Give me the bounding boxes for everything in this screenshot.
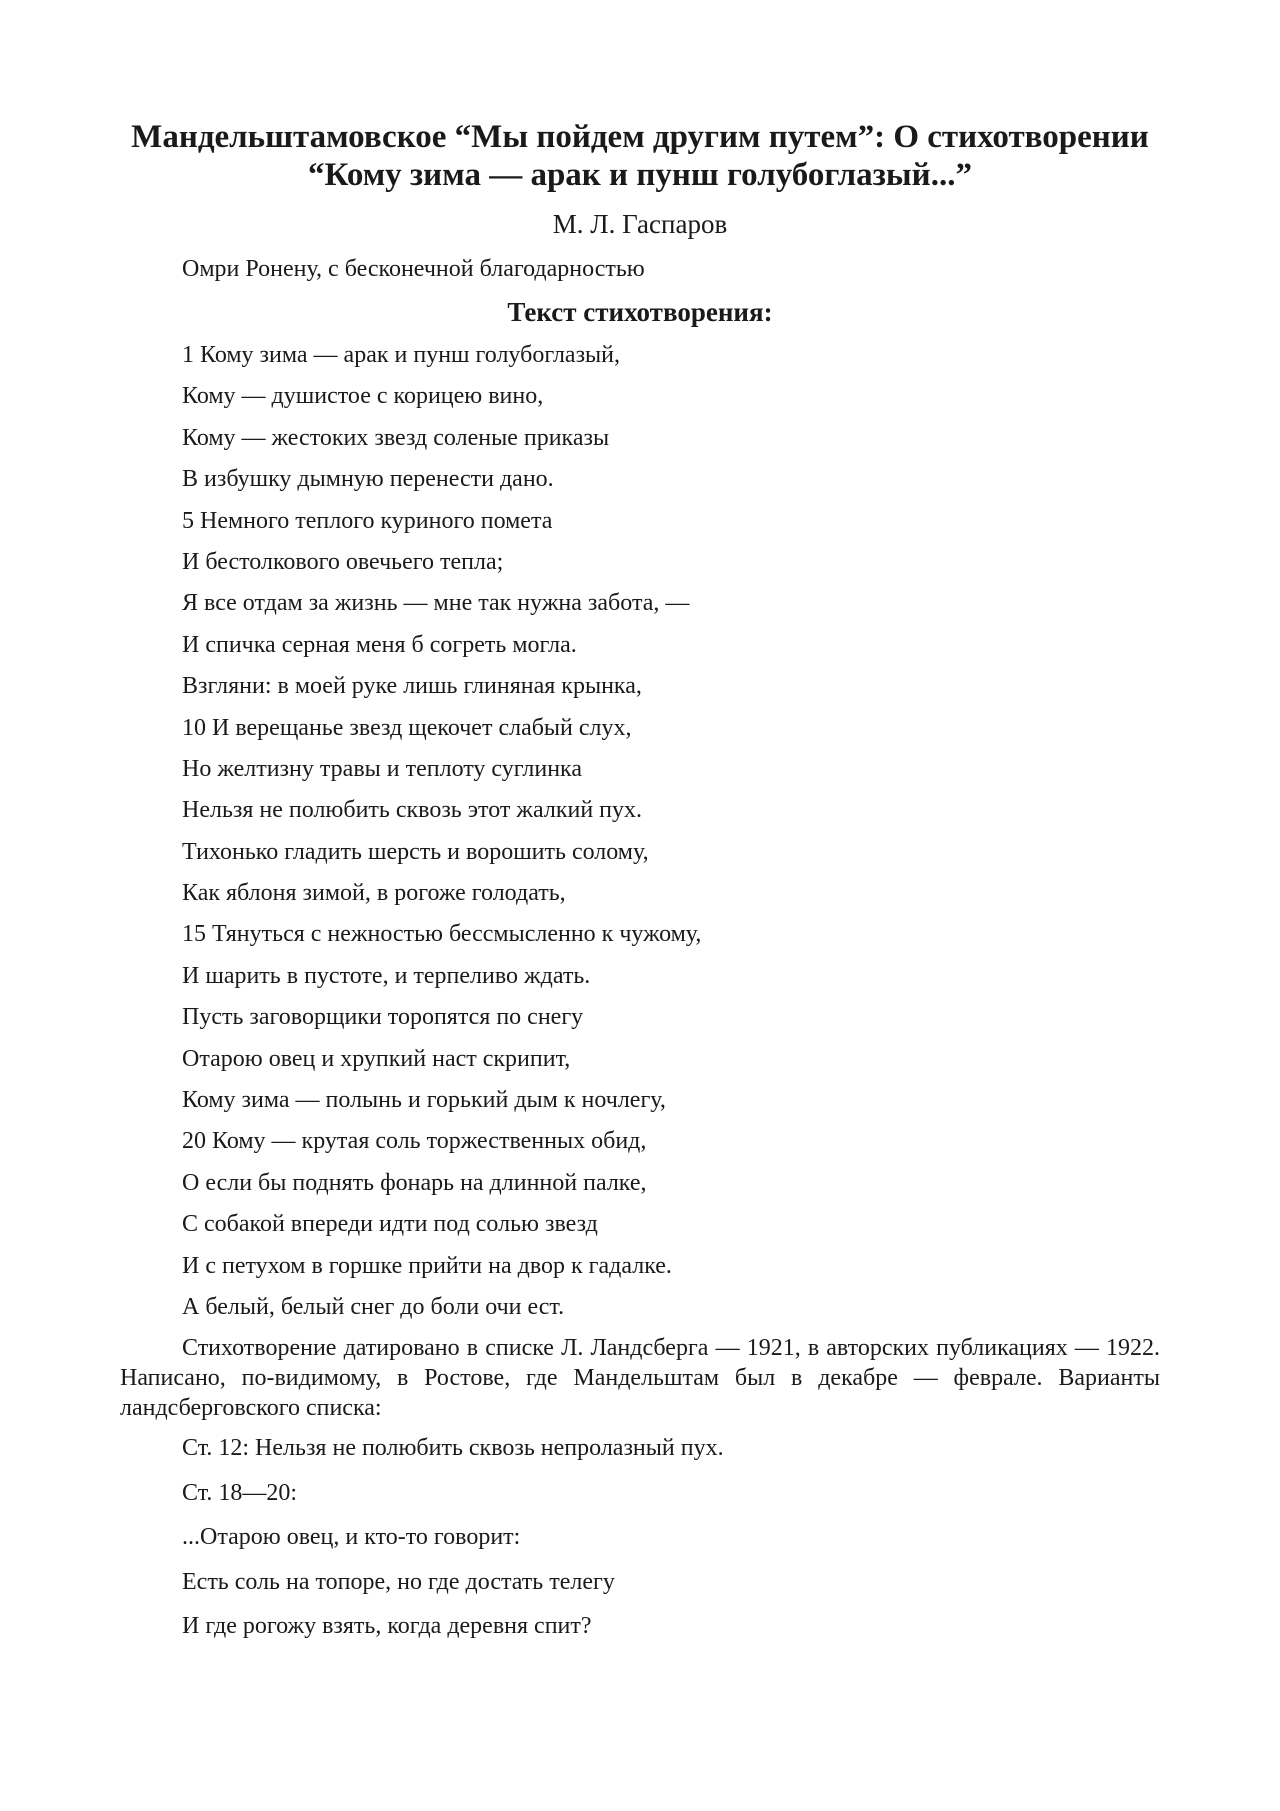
poem-line: А белый, белый снег до боли очи ест. bbox=[182, 1293, 565, 1320]
poem-line: О если бы поднять фонарь на длинной палке, bbox=[182, 1169, 647, 1196]
poem-line: И бестолкового овечьего тепла; bbox=[182, 548, 504, 575]
document-title: Мандельштамовское “Мы пойдем другим путем”: О стихотворении “Кому зима — арак и пунш голубоглазый...” bbox=[131, 119, 1149, 193]
poem-text bbox=[120, 340, 1160, 1322]
poem-line: Кому — душистое с корицею вино, bbox=[182, 383, 544, 410]
body-paragraph: Стихотворение датировано в списке Л. Ландсберга — 1921, в авторских публикациях — 1922. Написано, по-видимому, в Ростове, где Мандельштам был в декабре — феврале. Варианты ландсберговского списка: bbox=[120, 1335, 1160, 1422]
poem-line: Кому — жестоких звезд соленые приказы bbox=[182, 424, 610, 451]
poem-line: 10 И верещанье звезд щекочет слабый слух, bbox=[182, 714, 632, 741]
poem-line: И с петухом в горшке прийти на двор к гадалке. bbox=[182, 1252, 672, 1279]
poem-line: В избушку дымную перенести дано. bbox=[182, 466, 554, 493]
poem-line: С собакой впереди идти под солью звезд bbox=[182, 1211, 598, 1238]
variant-line: Есть соль на топоре, но где достать телегу bbox=[182, 1568, 615, 1595]
poem-line: 15 Тянуться с нежностью бессмысленно к чужому, bbox=[182, 921, 702, 948]
poem-line: 20 Кому — крутая соль торжественных обид, bbox=[182, 1128, 647, 1155]
variant-line: И где рогожу взять, когда деревня спит? bbox=[182, 1613, 592, 1640]
poem-line: Пусть заговорщики торопятся по снегу bbox=[182, 1004, 584, 1031]
poem-line: Взгляни: в моей руке лишь глиняная крынка, bbox=[182, 673, 642, 700]
variant-line: Ст. 18—20: bbox=[182, 1479, 298, 1506]
poem-line: И спичка серная меня б согреть могла. bbox=[182, 631, 577, 658]
variant-line: Ст. 12: Нельзя не полюбить сквозь непролазный пух. bbox=[182, 1435, 724, 1462]
author-name: М. Л. Гаспаров bbox=[552, 209, 728, 239]
document-page bbox=[120, 118, 1160, 1656]
variant-lines bbox=[120, 1433, 1160, 1641]
dedication: Омри Ронену, с бесконечной благодарностью bbox=[182, 256, 645, 282]
poem-line: И шарить в пустоте, и терпеливо ждать. bbox=[182, 962, 591, 989]
poem-line: 5 Немного теплого куриного помета bbox=[182, 507, 553, 534]
poem-line: Но желтизну травы и теплоту суглинка bbox=[182, 755, 583, 782]
poem-line: Я все отдам за жизнь — мне так нужна забота, — bbox=[182, 590, 690, 617]
poem-line: Кому зима — полынь и горький дым к ночлегу, bbox=[182, 1087, 666, 1114]
poem-line: Как яблоня зимой, в рогоже голодать, bbox=[182, 880, 566, 907]
variant-line: ...Отарою овец, и кто-то говорит: bbox=[182, 1524, 521, 1551]
poem-line: Отарою овец и хрупкий наст скрипит, bbox=[182, 1045, 571, 1072]
poem-line: 1 Кому зима — арак и пунш голубоглазый, bbox=[182, 342, 621, 368]
poem-line: Нельзя не полюбить сквозь этот жалкий пух. bbox=[182, 797, 643, 824]
section-heading: Текст стихотворения: bbox=[507, 297, 773, 327]
poem-line: Тихонько гладить шерсть и ворошить солому, bbox=[182, 838, 649, 865]
